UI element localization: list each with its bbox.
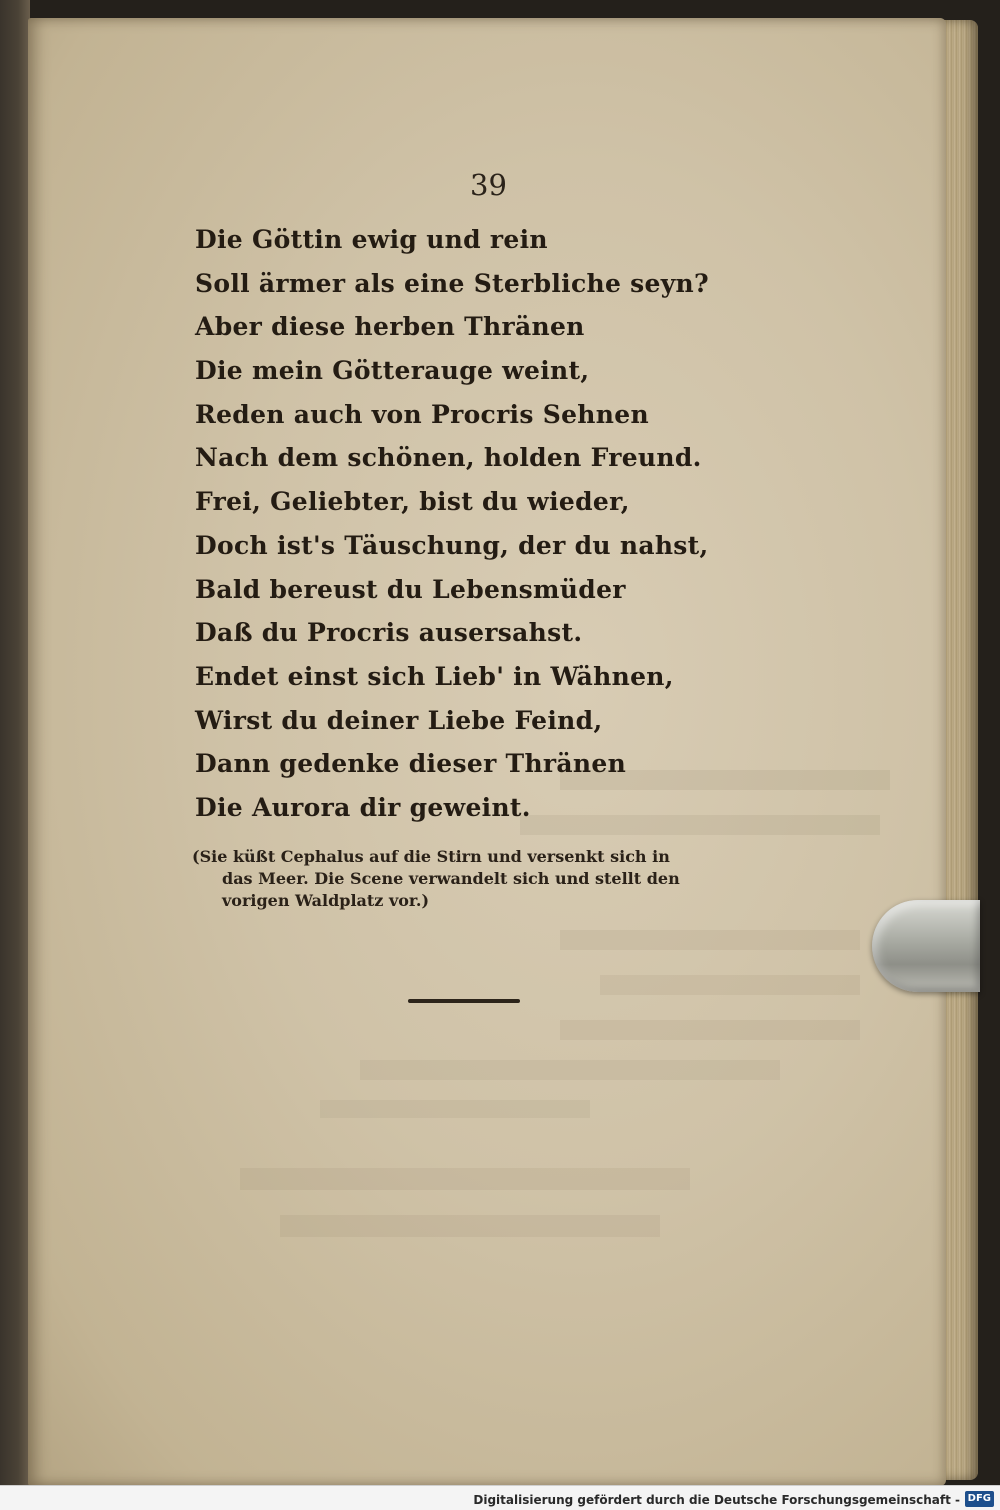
verse-line: Die Aurora dir geweint.: [195, 792, 531, 822]
stage-direction-line: (Sie küßt Cephalus auf die Stirn und versenkt sich in: [192, 847, 670, 866]
footer-bar: [0, 1485, 1000, 1510]
verse-line: Endet einst sich Lieb' in Wähnen,: [195, 661, 674, 691]
verse-line: Nach dem schönen, holden Freund.: [195, 443, 702, 473]
show-through-4: [600, 975, 860, 995]
verse-line: Wirst du deiner Liebe Feind,: [195, 705, 603, 735]
verse-line: Daß du Procris ausersahst.: [195, 618, 583, 648]
verse-line: Frei, Geliebter, bist du wieder,: [195, 487, 630, 517]
verse-line: Soll ärmer als eine Sterbliche seyn?: [195, 268, 709, 298]
stage-direction-line: vorigen Waldplatz vor.): [222, 891, 430, 910]
verse-line: Dann gedenke dieser Thränen: [195, 749, 627, 779]
show-through-5: [560, 1020, 860, 1040]
section-divider-rule: [408, 999, 520, 1003]
page-clip-holder: [872, 900, 980, 992]
verse-line: Doch ist's Täuschung, der du nahst,: [195, 530, 709, 560]
verse-line: Die Göttin ewig und rein: [195, 225, 548, 254]
show-through-9: [280, 1215, 660, 1237]
page-number: 39: [470, 168, 507, 202]
dfg-logo: DFG: [965, 1491, 994, 1507]
verse-line: Reden auch von Procris Sehnen: [195, 399, 649, 429]
show-through-6: [360, 1060, 780, 1080]
verse-line: Die mein Götterauge weint,: [195, 356, 590, 386]
book-binding-edge: [0, 0, 30, 1486]
verse-line: Bald bereust du Lebensmüder: [195, 574, 626, 604]
show-through-3: [560, 930, 860, 950]
funding-credit: Digitalisierung gefördert durch die Deutsche Forschungsgemeinschaft -: [473, 1493, 960, 1507]
show-through-8: [240, 1168, 690, 1190]
stage-direction-line: das Meer. Die Scene verwandelt sich und stellt den: [222, 869, 680, 888]
verse-block: [195, 218, 709, 830]
stage-direction: [192, 846, 757, 912]
verse-line: Aber diese herben Thränen: [195, 312, 585, 342]
show-through-7: [320, 1100, 590, 1118]
